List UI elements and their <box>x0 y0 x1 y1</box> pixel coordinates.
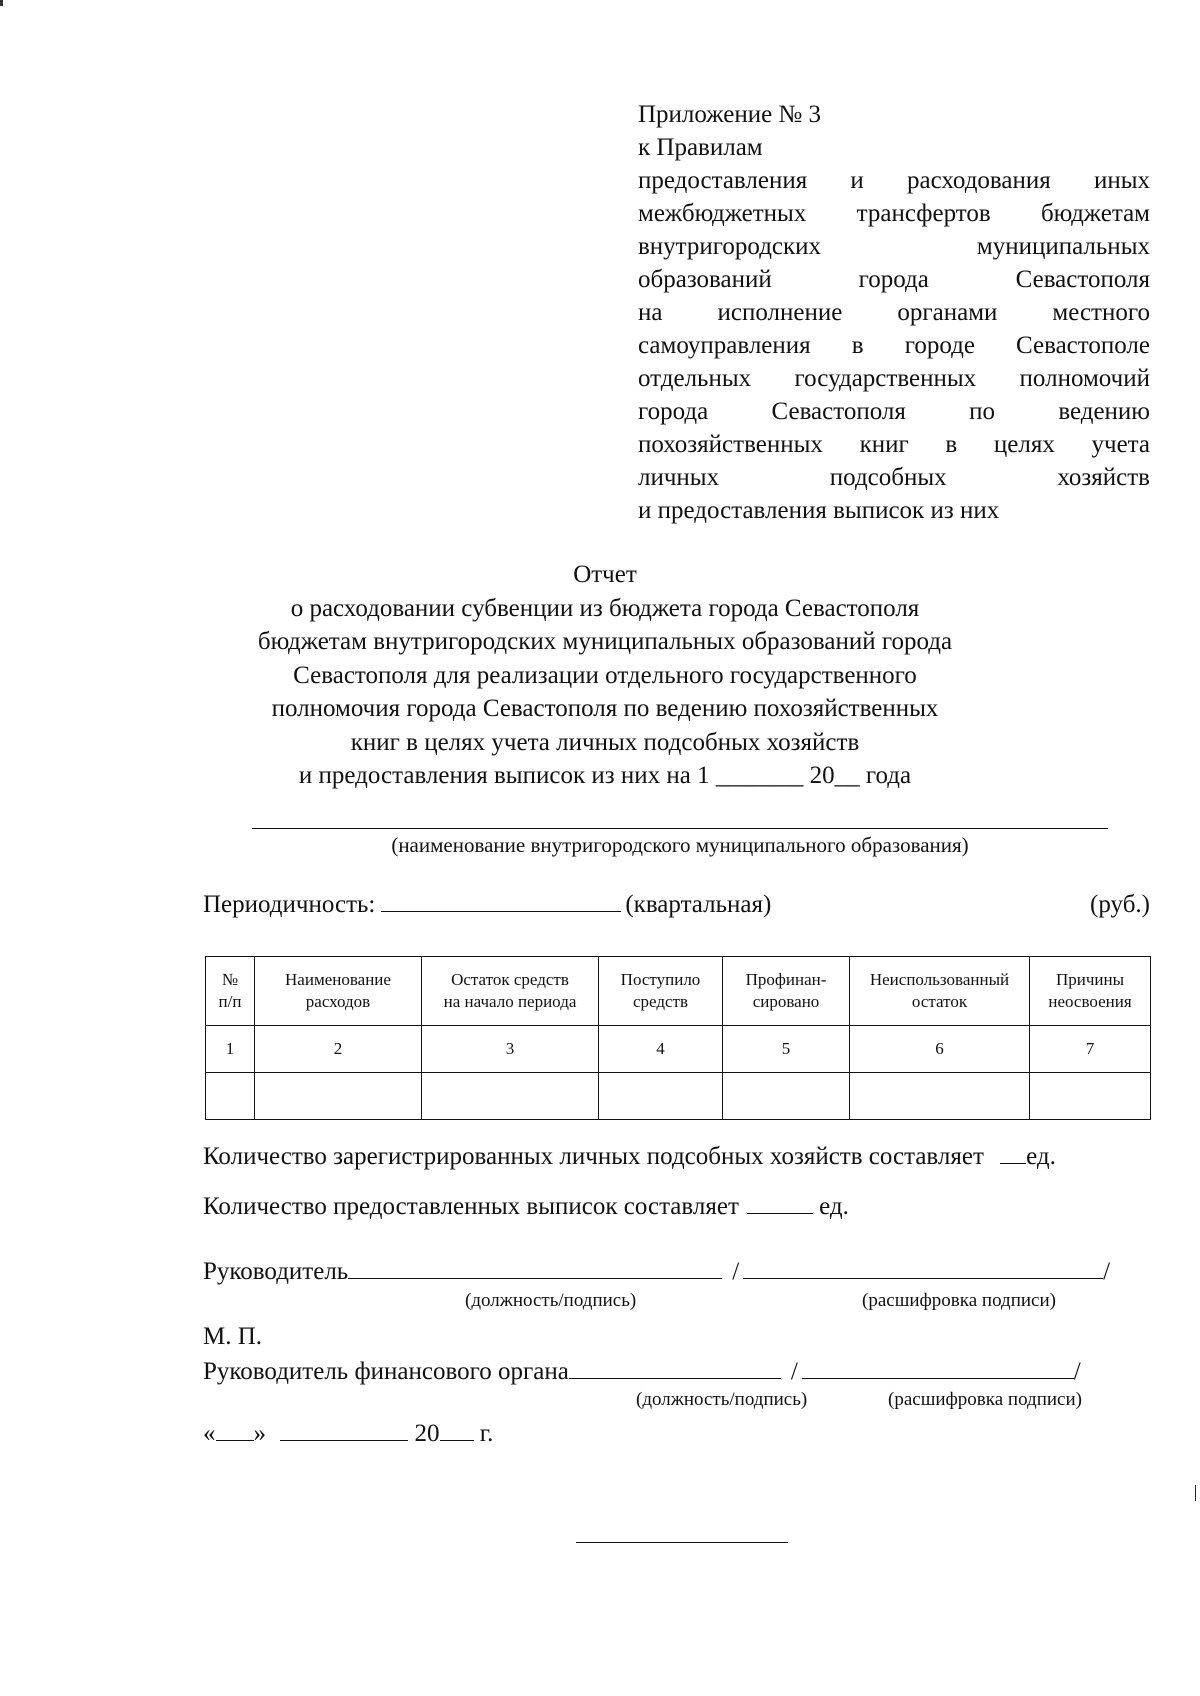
date-day-blank[interactable] <box>216 1418 254 1441</box>
annex-line: города Севастополя по ведению <box>638 398 1150 425</box>
annex-line: к Правилам <box>638 134 763 161</box>
head-signature-decoding-blank[interactable] <box>743 1256 1103 1279</box>
document-end-line <box>576 1542 788 1543</box>
fin-head-signature-row <box>203 1356 1081 1388</box>
table-header-row <box>206 957 1151 1026</box>
head-position-caption: (должность/подпись) <box>465 1290 637 1311</box>
table-cell[interactable] <box>850 1073 1030 1120</box>
scan-margin-mark <box>1195 1485 1196 1501</box>
report-title-line: полномочия города Севастополя по ведению похозяйственных <box>271 695 939 722</box>
date-quote-open: « <box>203 1420 216 1447</box>
head-position-signature-blank[interactable] <box>348 1256 722 1279</box>
header-cell: Наименование расходов <box>255 957 422 1026</box>
farms-count-text: Количество зарегистрированных личных подсобных хозяйств составляет <box>203 1143 984 1170</box>
extracts-count-row <box>203 1191 849 1223</box>
farms-count-row <box>203 1141 1056 1173</box>
scan-corner-mark <box>0 0 3 6</box>
annex-line: Приложение № 3 <box>638 101 822 128</box>
header-cell: Остаток средств на начало периода <box>422 957 599 1026</box>
periodicity-blank[interactable] <box>381 889 621 912</box>
header-cell: Поступило средств <box>599 957 723 1026</box>
report-title-line: бюджетам внутригородских муниципальных образований города <box>257 628 953 655</box>
header-cell: Неиспользованный остаток <box>850 957 1030 1026</box>
extracts-count-blank[interactable] <box>747 1191 813 1214</box>
fin-head-position-caption: (должность/подпись) <box>636 1389 808 1410</box>
table-cell[interactable] <box>599 1073 723 1120</box>
annex-line: внутригородских муниципальных <box>638 233 1150 260</box>
fin-head-label: Руководитель финансового органа <box>203 1358 569 1385</box>
table-cell[interactable] <box>1030 1073 1151 1120</box>
report-title-line: книг в целях учета личных подсобных хозяйств <box>350 728 860 756</box>
annex-line: на исполнение органами местного <box>638 299 1150 326</box>
annex-line: личных подсобных хозяйств <box>638 464 1150 491</box>
column-number: 4 <box>599 1026 723 1073</box>
report-title-line: Севастополя для реализации отдельного государственного <box>293 661 917 689</box>
annex-line: образований города Севастополя <box>638 266 1150 293</box>
extracts-count-text: Количество предоставленных выписок составляет <box>203 1193 739 1220</box>
farms-count-blank[interactable] <box>1000 1141 1026 1164</box>
stamp-label: М. П. <box>203 1323 263 1350</box>
report-title: Отчет <box>573 561 637 588</box>
table-row <box>206 1073 1151 1120</box>
annex-block <box>638 98 1150 527</box>
annex-line: самоуправления в городе Севастополе <box>638 332 1150 359</box>
report-title-line: и предоставления выписок из них на 1 _______ 20__ года <box>298 762 912 789</box>
table-cell[interactable] <box>206 1073 255 1120</box>
annex-line: похозяйственных книг в целях учета <box>638 431 1150 458</box>
header-cell: Профинан- сировано <box>723 957 850 1026</box>
fin-head-decoding-caption: (расшифровка подписи) <box>888 1389 1082 1410</box>
fin-head-signature-decoding-blank[interactable] <box>802 1356 1074 1379</box>
table-cell[interactable] <box>255 1073 422 1120</box>
annex-line: и предоставления выписок из них <box>638 497 1000 524</box>
column-number: 6 <box>850 1026 1030 1073</box>
date-quote-close: » <box>253 1420 266 1447</box>
column-number: 3 <box>422 1026 599 1073</box>
column-number: 2 <box>255 1026 422 1073</box>
periodicity-row <box>203 889 771 921</box>
slash: / <box>790 1358 798 1385</box>
table-cell[interactable] <box>723 1073 850 1120</box>
currency-units: (руб.) <box>1090 891 1150 918</box>
extracts-count-unit: ед. <box>819 1193 849 1220</box>
head-signature-row <box>203 1256 1110 1288</box>
date-row <box>203 1418 493 1450</box>
entity-name-line[interactable] <box>252 828 1108 829</box>
slash: / <box>732 1258 740 1285</box>
slash: / <box>1103 1258 1111 1285</box>
column-number: 5 <box>723 1026 850 1073</box>
column-number: 7 <box>1030 1026 1151 1073</box>
slash: / <box>1073 1358 1081 1385</box>
annex-line: отдельных государственных полномочий <box>638 365 1150 392</box>
date-year-blank[interactable] <box>440 1418 474 1441</box>
annex-line: предоставления и расходования иных <box>638 167 1150 194</box>
fin-head-position-signature-blank[interactable] <box>569 1356 781 1379</box>
header-cell: Причины неосвоения <box>1030 957 1151 1026</box>
entity-name-caption: (наименование внутригородского муниципального образования) <box>391 833 969 857</box>
column-number: 1 <box>206 1026 255 1073</box>
periodicity-value: (квартальная) <box>625 891 772 918</box>
report-title-block <box>230 558 980 793</box>
date-month-blank[interactable] <box>280 1418 408 1441</box>
head-label: Руководитель <box>203 1258 349 1285</box>
expense-table <box>205 956 1151 1120</box>
head-decoding-caption: (расшифровка подписи) <box>862 1290 1056 1311</box>
date-year-prefix: 20 <box>414 1420 440 1447</box>
header-cell: № п/п <box>206 957 255 1026</box>
annex-line: межбюджетных трансфертов бюджетам <box>638 200 1150 227</box>
periodicity-label: Периодичность: <box>203 891 376 918</box>
farms-count-unit: ед. <box>1026 1143 1056 1170</box>
report-title-line: о расходовании субвенции из бюджета города Севастополя <box>290 594 920 622</box>
date-suffix: г. <box>479 1420 494 1447</box>
table-number-row <box>206 1026 1151 1073</box>
table-cell[interactable] <box>422 1073 599 1120</box>
